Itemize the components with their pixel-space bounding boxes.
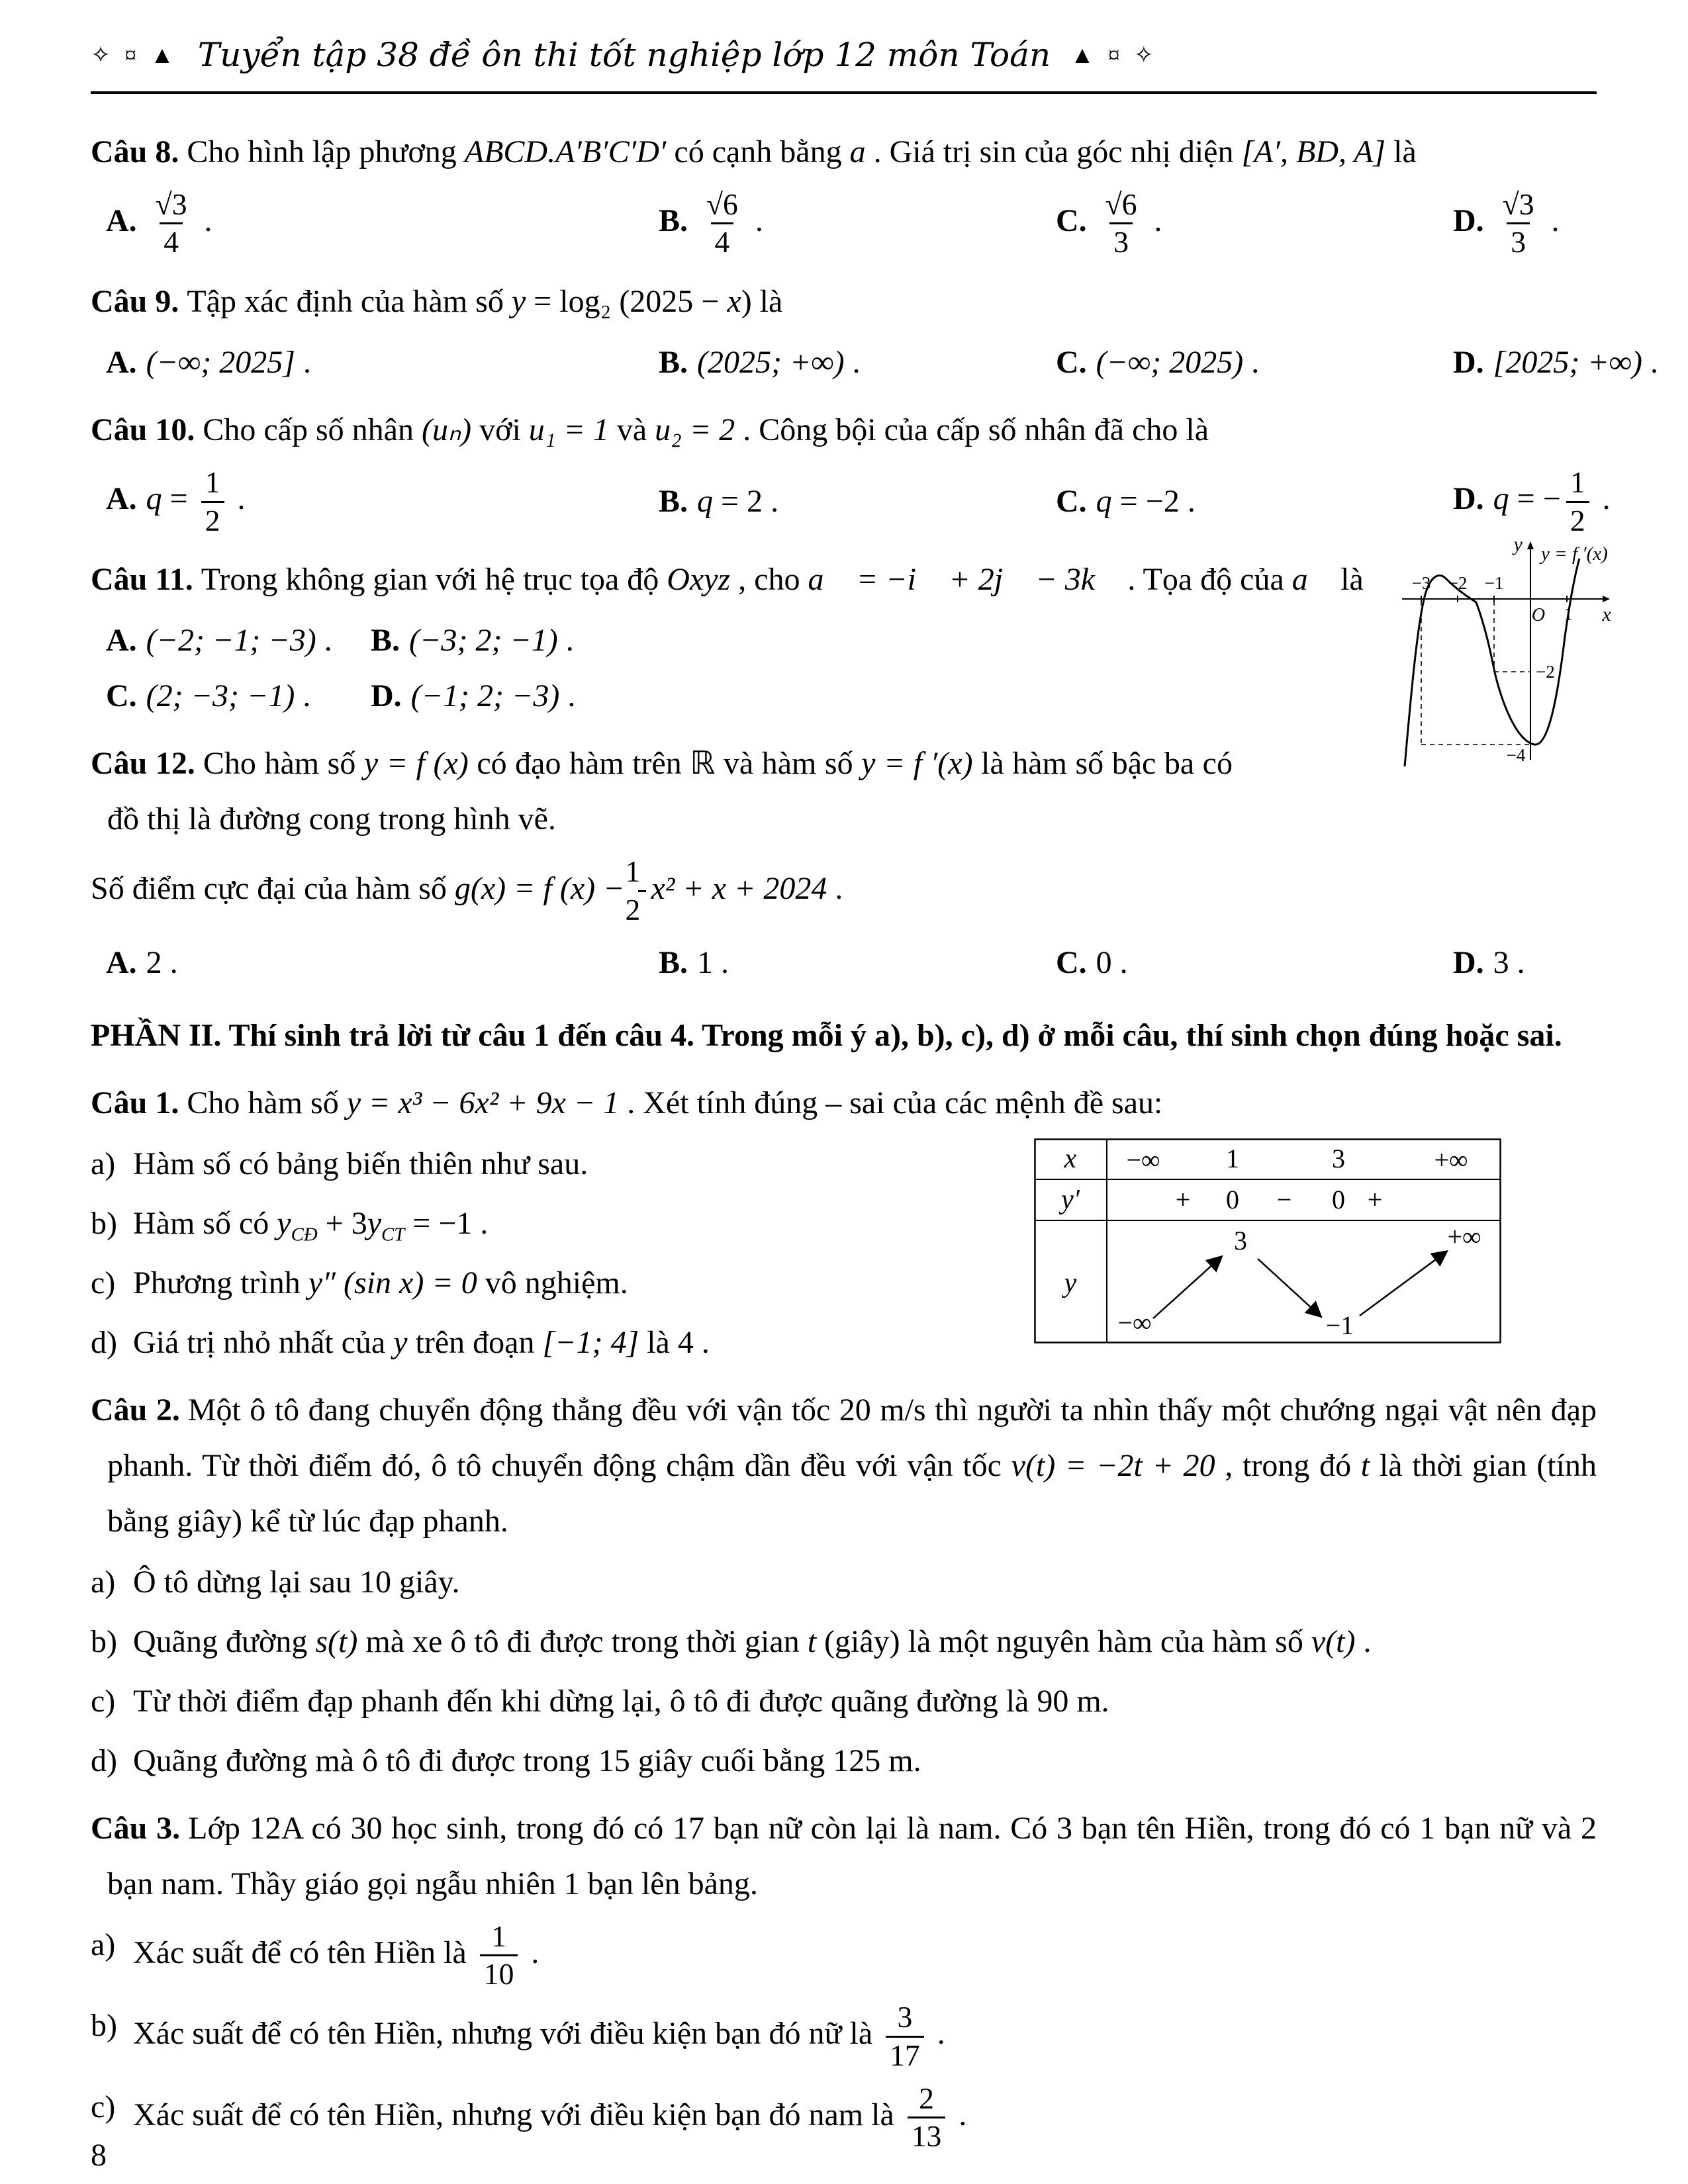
option-label: B. [371,623,400,659]
text: . Công bội của cấp số nhân đã cho là [735,412,1209,447]
question-12-options [91,935,1597,991]
item-marker: c) [91,1683,116,1719]
bbt-y-max: 3 [1234,1225,1247,1255]
option-9-A [106,335,659,390]
bbt-x-neg-inf: −∞ [1126,1144,1160,1175]
option-8-C [1056,185,1453,262]
text: . [295,344,311,380]
text: . Tọa độ của [1119,562,1292,598]
math-text: (−3; 2; −1) [409,623,558,659]
math-text: q [1493,481,1509,517]
item-c2-c [91,1674,1597,1729]
bbt-x-1: 1 [1226,1143,1239,1173]
text: vô nghiệm. [477,1265,628,1300]
text: 1 . [697,944,729,980]
ornament-left-icon: ✧ ¤ ▲ [91,42,178,69]
fraction: $\frac{√6}{4}$ [702,187,742,261]
question-8-text [91,124,1597,180]
item-text [133,1255,1004,1311]
option-value [1493,345,1658,380]
item-marker: b) [91,1205,117,1241]
graph-tick-minus1: −1 [1484,573,1504,594]
question-10-id: Câu 10. [91,412,195,447]
part2-heading: PHẦN II. Thí sinh trả lời từ câu 1 đến câu 4. Trong mỗi ý a), b), c), d) ở mỗi câu, thí sinh chọn đúng hoặc sai. [91,1017,1562,1053]
math-text: y = f (x) [363,746,469,782]
math-text: u₁ = 1 [528,412,609,447]
text: Cho hàm số [187,1085,347,1120]
question-12-id: Câu 12. [91,746,195,782]
text: (giây) là một nguyên hàm của hàm số [816,1623,1311,1659]
graph-tick-plus1: 1 [1564,604,1573,625]
text: Một ô tô đang chuyển động thẳng đều với vận tốc 20 m/s thì người ta nhìn thấy một chướng ngại vật nên đạp phanh. Từ thời điểm đó, ô tô chuyển động chậm dần đều với vận tốc [107,1392,1597,1483]
text: Số điểm cực đại của hàm số [91,870,455,906]
question-9-options [91,335,1658,390]
text: = 2 . [713,484,779,520]
fraction: $\frac{1}{2}$ [1566,465,1589,539]
graph-y-axis-label: y [1513,536,1523,556]
text: . [196,203,212,238]
option-label: D. [1453,203,1484,238]
item-c1-b [91,1196,1004,1251]
question-c2-id: Câu 2. [91,1392,180,1428]
option-value [1493,945,1525,980]
option-label: A. [106,481,137,517]
text: , trong đó [1215,1447,1361,1483]
text: Xác suất để có tên Hiền là [133,1934,475,1970]
math-text: t [807,1623,817,1659]
question-c1-text [91,1075,1597,1131]
option-12-D [1453,935,1597,991]
bbt-yprime-plus2: + [1367,1184,1383,1214]
text: + 3 [317,1205,367,1241]
math-text: v(t) = −2t + 20 [1011,1447,1215,1483]
question-9-text [91,274,1597,330]
text: Xác suất để có tên Hiền, nhưng với điều kiện bạn đó nam là [133,2097,902,2132]
fraction: $\frac{2}{13}$ [908,2081,946,2155]
option-10-B [659,474,1056,529]
question-9-stem [187,284,782,319]
item-text [133,1614,1597,1670]
item-c3-c [91,2079,1597,2156]
option-value [409,623,574,658]
option-11-D [371,668,702,724]
text: Hàm số có [133,1205,277,1241]
option-label: C. [106,678,137,714]
text: Cho cấp số nhân [203,412,422,447]
text: . [844,344,861,380]
text: CĐ [291,1224,318,1246]
item-marker: a) [91,1146,116,1181]
option-9-C [1056,335,1453,390]
item-marker: b) [91,2008,117,2044]
math-text: y [511,283,526,319]
math-text: (−1; 2; −3) [410,678,560,714]
option-value [1493,187,1560,259]
text: Lớp 12A có 30 học sinh, trong đó có 17 bạn nữ còn lại là nam. Có 3 bạn tên Hiền, trong đó có 1 bạn nữ và 2 bạn nam. Thầy giáo gọi ngẫu nhiên 1 bạn lên bảng. [107,1810,1597,1901]
bbt-yprime-plus1: + [1175,1184,1191,1214]
question-11-id: Câu 11. [91,562,193,598]
math-text: (−∞; 2025) [1096,344,1244,380]
variation-table [1034,1138,1501,1343]
text: trên đoạn [407,1324,543,1360]
text: . [951,2097,967,2132]
text: 3 . [1493,944,1525,980]
math-text: q [697,484,714,520]
text: là [1385,134,1417,169]
page-header [91,23,1597,85]
option-label: A. [106,203,137,238]
item-text [133,1998,1597,2075]
option-value [411,678,576,713]
fraction: $\frac{√6}{3}$ [1102,187,1141,261]
bbt-x-3: 3 [1332,1143,1345,1173]
option-value [1096,484,1196,519]
option-8-A [106,185,659,262]
math-text: (−2; −1; −3) [146,623,316,659]
page-number: 8 [91,2138,107,2173]
math-text: a⃗ [1291,562,1333,598]
math-text: y [277,1205,291,1241]
text: 0 . [1096,944,1128,980]
fprime-graph [1305,536,1617,821]
text: có cạnh bằng [666,134,850,169]
fraction: $\frac{3}{17}$ [886,1999,924,2073]
question-10-options [91,463,1611,540]
text: , cho [730,562,808,598]
option-label: C. [1056,944,1087,980]
option-value [1096,345,1260,380]
math-text: x [727,283,741,319]
math-text: (−∞; 2025] [146,344,295,380]
option-label: C. [1056,344,1087,380]
text: là [1333,562,1364,598]
question-c1-items [91,1136,1004,1371]
option-value [146,345,311,380]
math-text: (2; −3; −1) [146,678,295,714]
option-label: B. [659,484,688,520]
option-8-B [659,185,1056,262]
math-text: y = f ′(x) [861,746,973,782]
graph-tick-minus3: −3 [1411,573,1431,594]
option-label: B. [659,944,688,980]
question-12-formula-text [91,854,843,927]
text: = −1 . [404,1205,489,1241]
option-value [146,465,246,537]
text: . [1642,344,1658,380]
math-text: y″ (sin x) = 0 [308,1265,477,1300]
question-c2 [91,1383,1597,1789]
bbt-y-neg-inf: −∞ [1117,1307,1152,1338]
text: . [1243,344,1260,380]
text: Tập xác định của hàm số [187,283,512,319]
item-text [133,2079,1597,2156]
option-10-C [1056,474,1453,529]
bbt-y-label: y [1064,1267,1077,1298]
option-8-D [1453,185,1597,262]
question-c3-id: Câu 3. [91,1810,181,1846]
text: . [929,2016,945,2052]
item-marker: c) [91,2089,116,2124]
math-text: [A′, BD, A] [1241,134,1386,169]
question-c1-id: Câu 1. [91,1085,179,1120]
bbt-x-label: x [1064,1143,1077,1174]
text: = log₂ (2025 − [526,283,727,319]
item-marker: a) [91,1564,116,1600]
text: . [747,203,763,238]
math-text: q [146,481,162,517]
item-c3-b [91,1998,1597,2075]
option-value [697,484,778,519]
option-value [146,187,212,259]
option-label: D. [1453,344,1484,380]
math-text: (uₙ) [421,412,472,447]
text: Xác suất để có tên Hiền, nhưng với điều kiện bạn đó nữ là [133,2016,881,2052]
option-11-B [371,613,702,668]
text: . [1543,203,1560,238]
item-c3-a [91,1917,1597,1994]
item-text [133,1136,1004,1192]
item-text [133,1733,1597,1789]
option-11-C [106,668,371,724]
option-label: D. [1453,944,1484,980]
item-text [133,1315,1004,1371]
question-c2-stem [107,1392,1597,1539]
text: là 4 . [639,1324,710,1360]
text: với [471,412,529,447]
text: . [557,623,574,659]
question-10-text [91,402,1597,458]
fprime-graph-svg [1305,536,1617,821]
text: Phương trình [133,1265,308,1300]
option-label: D. [371,678,402,714]
question-9 [91,274,1658,390]
item-c1-d [91,1315,1004,1371]
bbt-yprime-label: y′ [1061,1184,1080,1215]
item-marker: b) [91,1623,117,1659]
math-text: u₂ = 2 [655,412,735,447]
text: và [608,412,655,447]
text: . Giá trị sin của góc nhị diện [865,134,1242,169]
graph-curve-label: y = f ′(x) [1541,543,1608,565]
graph-mark-minus2: −2 [1536,662,1555,682]
option-label: A. [106,344,137,380]
text: . Xét tính đúng – sai của các mệnh đề sau: [619,1085,1163,1120]
option-12-B [659,935,1056,991]
text: là thời gian (tính bằng giây) kể từ lúc đạp phanh. [107,1447,1597,1539]
math-text: a [849,134,866,169]
text: Giá trị nhỏ nhất của [133,1324,394,1360]
bbt-y-pos-inf: +∞ [1447,1221,1481,1251]
question-10-stem [203,412,1209,447]
question-c3 [91,1801,1597,2156]
question-c2-text [91,1383,1597,1549]
question-8 [91,124,1597,262]
text: Quãng đường mà ô tô đi được trong 15 giây cuối bằng 125 m. [133,1743,921,1778]
option-value [146,623,332,658]
fraction: $\frac{√3}{4}$ [152,187,191,261]
text: . [827,870,843,906]
graph-x-axis-label: x [1602,604,1611,626]
option-9-B [659,335,1056,390]
item-c2-b [91,1614,1597,1670]
item-c1-c [91,1255,1004,1311]
math-text: y [367,1205,382,1241]
item-marker: d) [91,1743,117,1778]
question-c3-text [91,1801,1597,1912]
option-value [697,345,861,380]
option-value [697,187,763,259]
text: . [316,623,332,659]
text: 2 . [146,944,178,980]
math-text: v(t) [1311,1623,1356,1659]
question-12-formula [91,852,1233,929]
math-text: a⃗ = −i⃗ + 2j⃗ − 3k⃗ [808,562,1120,598]
text: có đạo hàm trên ℝ và hàm số [468,746,862,782]
text: . [295,678,311,714]
option-label: B. [659,203,688,238]
option-label: C. [1056,203,1087,238]
text: Hàm số có bảng biến thiên như sau. [133,1146,588,1181]
fraction: $\frac{√3}{3}$ [1499,187,1538,261]
question-8-id: Câu 8. [91,134,179,169]
variation-table-svg [1034,1138,1501,1343]
math-text: (2025; +∞) [697,344,845,380]
item-text [133,1196,1004,1251]
text: mà xe ô tô đi được trong thời gian [357,1623,808,1659]
question-c3-stem [107,1811,1597,1901]
graph-origin-label: O [1531,605,1546,626]
text: Từ thời điểm đạp phanh đến khi dừng lại, ô tô đi được quãng đường là 90 m. [133,1683,1109,1719]
option-value [697,945,729,980]
question-9-id: Câu 9. [91,283,179,319]
text: Trong không gian với hệ trục tọa độ [201,562,667,598]
math-text: g(x) = f (x) − [454,870,633,906]
text: Cho hàm số [203,746,364,782]
question-12-text [91,736,1233,847]
text: . [1594,481,1611,517]
item-c2-d [91,1733,1597,1789]
item-text [133,1555,1597,1610]
option-value [1096,945,1128,980]
graph-tick-minus2: −2 [1448,573,1468,594]
math-text: y [393,1324,408,1360]
option-label: A. [106,944,137,980]
item-marker: c) [91,1265,116,1300]
text: . [1355,1623,1372,1659]
math-text: [−1; 4] [542,1324,639,1360]
math-text: [2025; +∞) [1493,344,1642,380]
ornament-right-icon: ▲ ¤ ✧ [1070,42,1158,69]
fraction: $\frac{1}{10}$ [480,1919,518,1993]
question-c1-block [91,1075,1597,1371]
math-text: x² + x + 2024 [651,870,827,906]
math-text: ABCD.A′B′C′D′ [464,134,667,169]
text: Ô tô dừng lại sau 10 giây. [133,1564,460,1600]
option-value [1096,187,1162,259]
text: . [1146,203,1162,238]
question-12-stem [107,746,1233,837]
item-marker: d) [91,1324,117,1360]
option-12-A [106,935,659,991]
item-text [133,1674,1597,1729]
option-label: C. [1056,484,1087,520]
option-value [146,945,178,980]
bbt-y-min: −1 [1325,1310,1354,1340]
option-11-A [106,613,371,668]
item-c1-a [91,1136,1004,1192]
option-label: B. [659,344,688,380]
option-value [1493,465,1611,537]
option-10-A [106,463,659,540]
item-text [133,1917,1597,1994]
math-text: y = x³ − 6x² + 9x − 1 [346,1085,620,1120]
text: là hàm số bậc ba có đồ thị là đường cong trong hình vẽ. [107,746,1233,837]
bbt-yprime-zero2: 0 [1332,1184,1345,1214]
math-text: Oxyz [667,562,731,598]
text: . [559,678,576,714]
text: . [229,481,246,517]
option-label: A. [106,623,137,659]
text: ) là [741,283,783,319]
question-11-options [91,613,702,724]
fraction: $\frac{1}{2}$ [638,854,646,928]
question-10 [91,402,1611,540]
bbt-yprime-zero1: 0 [1226,1184,1239,1214]
header-rule [91,91,1597,94]
text: = [162,481,196,517]
option-12-C [1056,935,1453,991]
option-10-D [1453,463,1611,540]
exam-body [91,124,1658,2156]
question-11-stem [201,562,1364,597]
text: Quãng đường [133,1623,316,1659]
fraction: $\frac{1}{2}$ [201,465,224,539]
math-text: q [1096,484,1112,520]
questions-11-12-block [91,536,1611,990]
option-9-D [1453,335,1658,390]
math-text: s(t) [315,1623,358,1659]
question-8-options [91,185,1597,262]
option-label: D. [1453,481,1484,517]
question-c1-stem [187,1085,1162,1120]
text: Cho hình lập phương [187,134,465,169]
text: = −2 . [1111,484,1196,520]
math-text: t [1360,1447,1370,1483]
text: = − [1509,481,1561,517]
item-marker: a) [91,1927,116,1962]
page-title: Tuyển tập 38 đề ôn thi tốt nghiệp lớp 12 môn Toán [197,36,1051,74]
text: . [523,1934,539,1970]
item-c2-a [91,1555,1597,1610]
option-value [146,678,311,713]
text: CT [381,1224,405,1246]
bbt-x-pos-inf: +∞ [1434,1144,1468,1175]
question-8-stem [187,134,1416,169]
graph-mark-minus4: −4 [1506,745,1526,766]
bbt-yprime-minus: − [1276,1184,1292,1214]
